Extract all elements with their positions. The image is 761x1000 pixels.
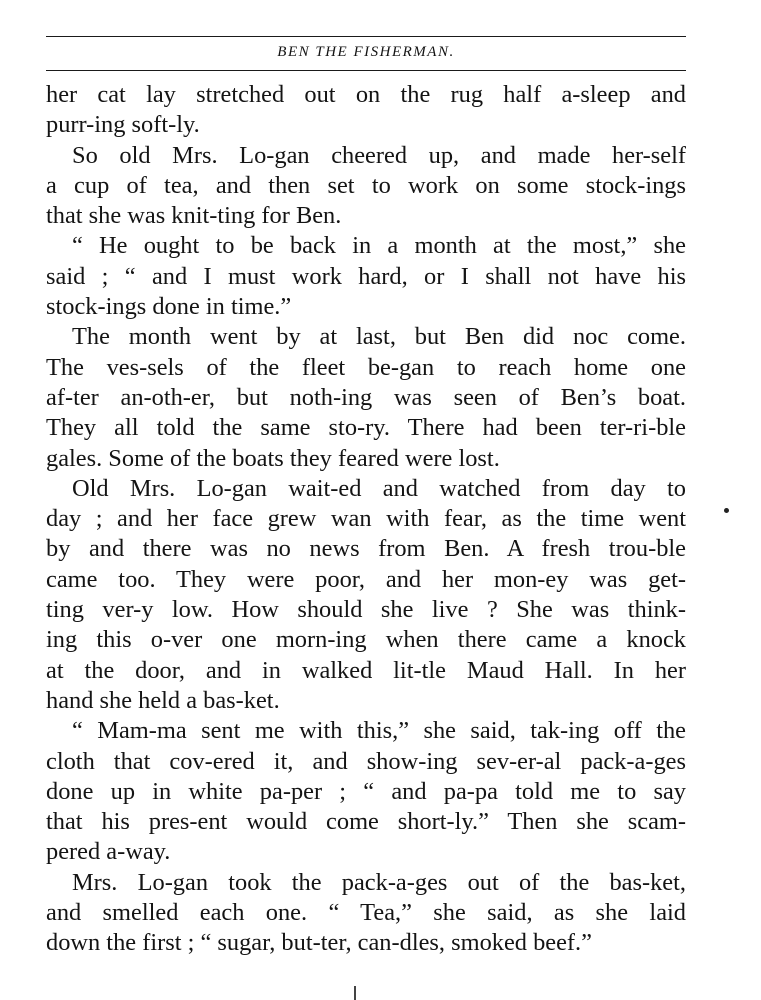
text-line: The month went by at last, but Ben did noc come.	[72, 323, 686, 351]
text-line: stock-ings done in time.”	[46, 293, 292, 321]
text-line: So old Mrs. Lo-gan cheered up, and made her-self	[72, 141, 686, 169]
text-line: Old Mrs. Lo-gan wait-ed and watched from day to	[72, 474, 686, 502]
text-line: cloth that cov-ered it, and show-ing sev-er-al pack-a-ges	[46, 747, 686, 775]
header-rule-bottom	[46, 70, 686, 71]
text-line: done up in white pa-per ; “ and pa-pa told me to say	[46, 777, 686, 805]
text-line: ing this o-ver one morn-ing when there came a knock	[46, 626, 686, 654]
running-title: BEN THE FISHERMAN.	[277, 44, 455, 60]
text-line: came too. They were poor, and her mon-ey was get-	[46, 565, 686, 593]
text-line: and smelled each one. “ Tea,” she said, as she laid	[46, 899, 686, 927]
text-line: Mrs. Lo-gan took the pack-a-ges out of the bas-ket,	[72, 868, 686, 896]
text-line: that his pres-ent would come short-ly.” Then she scam-	[46, 808, 686, 836]
text-line: “ He ought to be back in a month at the most,” she	[72, 232, 686, 260]
header-rule-top	[46, 36, 686, 37]
text-line: purr-ing soft-ly.	[46, 111, 200, 139]
bottom-tick-mark	[354, 986, 356, 1000]
text-line: “ Mam-ma sent me with this,” she said, tak-ing off the	[72, 717, 686, 745]
text-line: pered a-way.	[46, 838, 171, 866]
text-line: at the door, and in walked lit-tle Maud Hall. In her	[46, 656, 686, 684]
text-line: hand she held a bas-ket.	[46, 686, 280, 714]
text-line: a cup of tea, and then set to work on some stock-ings	[46, 171, 686, 199]
text-line: down the first ; “ sugar, but-ter, can-dles, smoked beef.”	[46, 929, 592, 957]
text-line: gales. Some of the boats they feared were lost.	[46, 444, 500, 472]
text-line: day ; and her face grew wan with fear, as the time went	[46, 505, 686, 533]
text-line: that she was knit-ting for Ben.	[46, 202, 342, 230]
text-line: ting ver-y low. How should she live ? She was think-	[46, 596, 686, 624]
page-body	[46, 80, 686, 959]
text-line: The ves-sels of the fleet be-gan to reach home one	[46, 353, 686, 381]
text-line: her cat lay stretched out on the rug half a-sleep and	[46, 81, 686, 108]
text-line: by and there was no news from Ben. A fresh trou-ble	[46, 535, 686, 563]
margin-speck	[724, 508, 729, 513]
text-line: said ; “ and I must work hard, or I shall not have his	[46, 262, 686, 290]
text-line: They all told the same sto-ry. There had been ter-ri-ble	[46, 414, 686, 442]
text-line: af-ter an-oth-er, but noth-ing was seen of Ben’s boat.	[46, 383, 686, 411]
